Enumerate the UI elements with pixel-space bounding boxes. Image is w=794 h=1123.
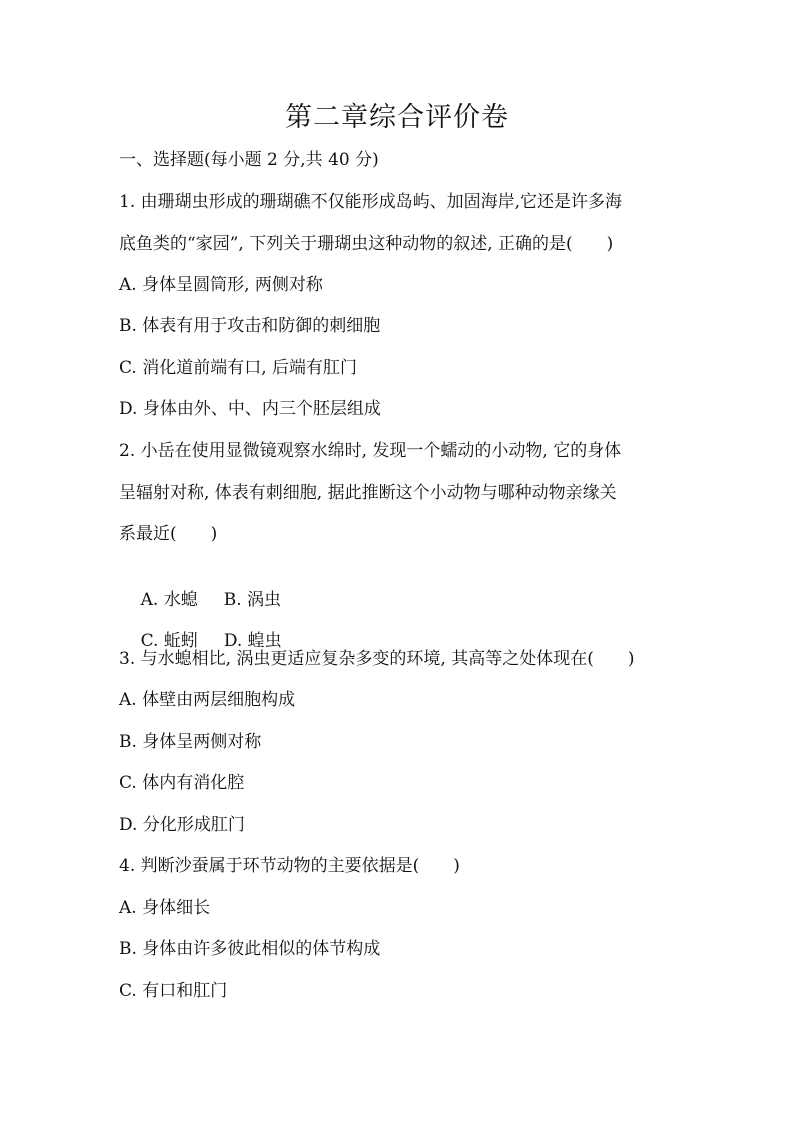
- question-1-option-d: D. 身体由外、中、内三个胚层组成: [119, 399, 381, 419]
- question-4-stem-line-1: 4. 判断沙蚕属于环节动物的主要依据是( ): [119, 856, 460, 876]
- question-2-option-b: B. 涡虫: [223, 590, 282, 610]
- question-1-stem-line-1: 1. 由珊瑚虫形成的珊瑚礁不仅能形成岛屿、加固海岸,它还是许多海: [119, 192, 623, 212]
- question-2-stem-line-3: 系最近( ): [119, 524, 218, 544]
- question-3-option-c: C. 体内有消化腔: [119, 773, 245, 793]
- question-3-option-a: A. 体壁由两层细胞构成: [119, 690, 296, 710]
- section-heading: 一、选择题(每小题 2 分,共 40 分): [119, 150, 379, 170]
- page-title: 第二章综合评价卷: [285, 102, 509, 133]
- question-1-option-c: C. 消化道前端有口, 后端有肛门: [119, 358, 358, 378]
- question-4-option-b: B. 身体由许多彼此相似的体节构成: [119, 939, 381, 959]
- question-2-option-a: A. 水螅: [140, 590, 198, 610]
- question-2-stem-line-2: 呈辐射对称, 体表有刺细胞, 据此推断这个小动物与哪种动物亲缘关: [119, 483, 617, 503]
- question-3-stem-line-1: 3. 与水螅相比, 涡虫更适应复杂多变的环境, 其高等之处体现在( ): [119, 649, 635, 669]
- question-1-option-b: B. 体表有用于攻击和防御的刺细胞: [119, 316, 381, 336]
- question-2-option-d: D. 蝗虫: [223, 631, 282, 651]
- question-4-option-c: C. 有口和肛门: [119, 981, 228, 1001]
- question-2-option-c: C. 蚯蚓: [140, 631, 198, 651]
- question-1-option-a: A. 身体呈圆筒形, 两侧对称: [119, 275, 323, 295]
- question-1-stem-line-2: 底鱼类的“家园”, 下列关于珊瑚虫这种动物的叙述, 正确的是( ): [119, 234, 614, 254]
- question-3-option-d: D. 分化形成肛门: [119, 815, 245, 835]
- question-4-option-a: A. 身体细长: [119, 898, 211, 918]
- question-3-option-b: B. 身体呈两侧对称: [119, 732, 262, 752]
- question-2-stem-line-1: 2. 小岳在使用显微镜观察水绵时, 发现一个蠕动的小动物, 它的身体: [119, 441, 622, 461]
